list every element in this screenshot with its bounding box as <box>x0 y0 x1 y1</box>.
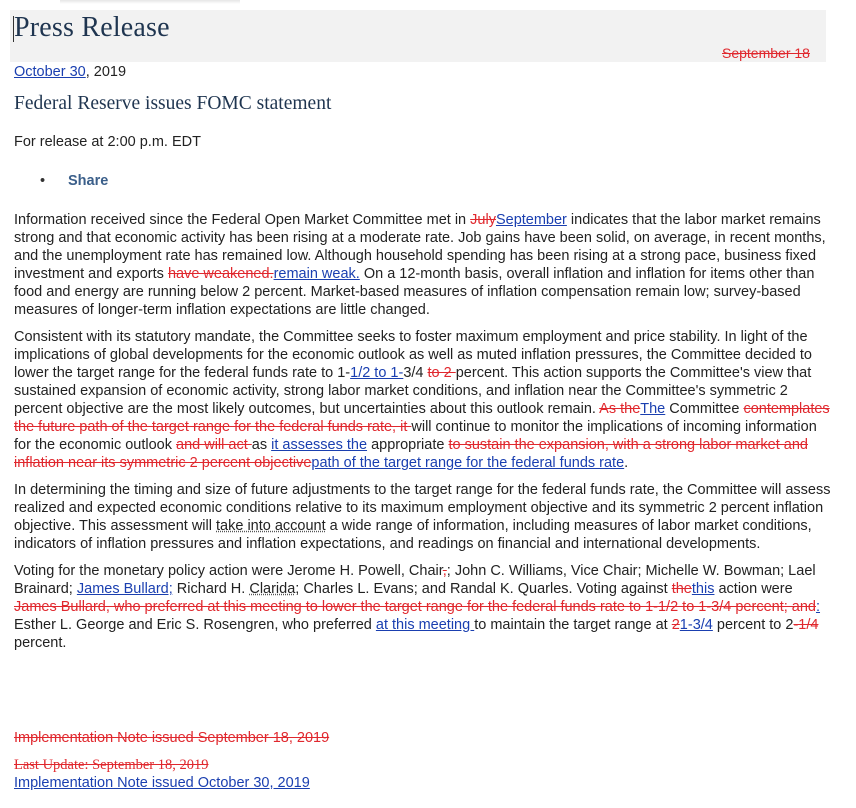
p1-deleted-2: have weakened. <box>167 266 274 282</box>
p1-text-c: On a 12-month basis, overall inflation and inflation for items other than food and energy are running below 2 percent. Market-based measures of inflation compensation remain low; survey-based measures of longer-term inflation expectations are little changed. <box>14 266 815 318</box>
p4-deleted-3: James Bullard, who preferred at this meeting to lower the target range for the federal funds rate to 1-1/2 to 1-3/4 percent; and <box>14 599 816 615</box>
p4-text-g: to maintain the target range at <box>474 617 672 633</box>
p4-text-h: percent to 2 <box>712 617 794 633</box>
p4-text-a: Voting for the monetary policy action were Jerome H. Powell, Chair <box>14 563 443 579</box>
p4-text-i: percent. <box>14 635 67 651</box>
p1-deleted-1: July <box>470 212 496 228</box>
p4-text-d: ; Charles L. Evans; and Randal K. Quarles. Voting against <box>295 581 672 597</box>
paragraph-4 <box>14 562 832 652</box>
deleted-date-text: September 18 <box>722 45 810 61</box>
p4-inserted-4: at this meeting <box>375 617 475 633</box>
p4-text-f: Esther L. George and Eric S. Rosengren, who preferred <box>14 617 376 633</box>
p2-text-h: . <box>624 455 629 471</box>
p2-deleted-5: to sustain the expansion, with a strong labor market and inflation near its symmetric 2 percent objective <box>14 437 808 471</box>
inserted-date[interactable]: October 30 <box>14 64 86 80</box>
p4-spellcheck-text: Clarida <box>249 581 296 597</box>
p1-text-b: indicates that the labor market remains strong and that economic activity has been rising at a moderate rate. Job gains have been solid, on average, in recent months, and the unemployment rate has remained low. Although household spending has been rising at a strong pace, business fixed investment and exports <box>14 212 826 282</box>
implementation-note-link[interactable]: Implementation Note issued October 30, 2019 <box>14 775 310 791</box>
paragraph-2 <box>14 328 832 472</box>
deleted-date <box>722 45 810 61</box>
p1-inserted-1: September <box>495 212 567 228</box>
bullet-icon: • <box>40 173 46 189</box>
p2-text-d: Committee <box>665 401 744 417</box>
p3-text-b: a wide range of information, including measures of labor market conditions, indicators of inflation pressures and inflation expectations, and readings on financial and international developments. <box>14 518 812 552</box>
p2-inserted-4: path of the target range for the federal funds rate <box>311 455 625 471</box>
statement-body <box>14 211 832 661</box>
statement-title: Federal Reserve issues FOMC statement <box>14 93 332 114</box>
p2-text-f: as <box>251 437 272 453</box>
deleted-implementation-note: Implementation Note issued September 18, 2019 <box>14 730 330 746</box>
p4-inserted-1: James Bullard; <box>76 581 173 597</box>
p2-text-b: 3/4 <box>403 365 428 381</box>
p2-text-e: will continue to monitor the implications of incoming information for the economic outlook <box>14 419 817 453</box>
text-cursor <box>13 16 14 42</box>
release-time: For release at 2:00 p.m. EDT <box>14 134 201 150</box>
p3-spellcheck-text: take into account <box>216 518 326 534</box>
p4-text-e: action were <box>714 581 793 597</box>
p2-inserted-1: 1/2 to 1- <box>350 365 404 381</box>
p3-text-a: In determining the timing and size of future adjustments to the target range for the federal funds rate, the Committee will assess realized and expected economic conditions relative to its maximum employment objective and its symmetric 2 percent inflation objective. This assessment will <box>14 482 831 534</box>
p2-text-g: appropriate <box>367 437 449 453</box>
p4-deleted-5: -1/4 <box>793 617 819 633</box>
p4-inserted-2: this <box>691 581 715 597</box>
p2-text-a: Consistent with its statutory mandate, the Committee seeks to foster maximum employment and price stability. In light of the implications of global developments for the economic outlook as well as muted inflation pressures, the Committee decided to lower the target range for the federal funds rate to 1- <box>14 329 812 381</box>
p4-text-c: Richard H. <box>172 581 250 597</box>
p4-inserted-5: 1-3/4 <box>679 617 713 633</box>
p4-text-b: ; John C. Williams, Vice Chair; Michelle W. Bowman; Lael Brainard; <box>14 563 816 597</box>
page-title: Press Release <box>14 12 170 43</box>
p4-deleted-2: the <box>671 581 692 597</box>
share-link[interactable]: Share <box>68 173 109 189</box>
p1-text-a: Information received since the Federal Open Market Committee met in <box>14 212 471 228</box>
p2-inserted-3: it assesses the <box>271 437 368 453</box>
p2-deleted-3: contemplates the future path of the target range for the federal funds rate, it <box>14 401 830 435</box>
paragraph-3 <box>14 481 832 553</box>
release-date <box>14 64 126 80</box>
deleted-last-update: Last Update: September 18, 2019 <box>14 757 209 773</box>
p1-inserted-2: remain weak. <box>273 266 360 282</box>
p2-deleted-1: to 2 <box>427 365 456 381</box>
p2-deleted-4: and will act <box>176 437 252 453</box>
footer-notes <box>14 729 329 801</box>
p4-inserted-3: : <box>815 599 821 615</box>
date-year: , 2019 <box>85 64 127 80</box>
p2-inserted-2: The <box>640 401 666 417</box>
share-list-item[interactable] <box>40 173 108 189</box>
top-shadow <box>60 0 240 4</box>
p4-deleted-4: 2 <box>671 617 680 633</box>
paragraph-1 <box>14 211 832 319</box>
p4-deleted-1: , <box>442 563 447 579</box>
p2-text-c: percent. This action supports the Committee's view that sustained expansion of economic activity, strong labor market conditions, and inflation near the Committee's symmetric 2 percent objective are the most likely outcomes, but uncertainties about this outlook remain. <box>14 365 812 417</box>
p2-deleted-2: As the <box>599 401 641 417</box>
